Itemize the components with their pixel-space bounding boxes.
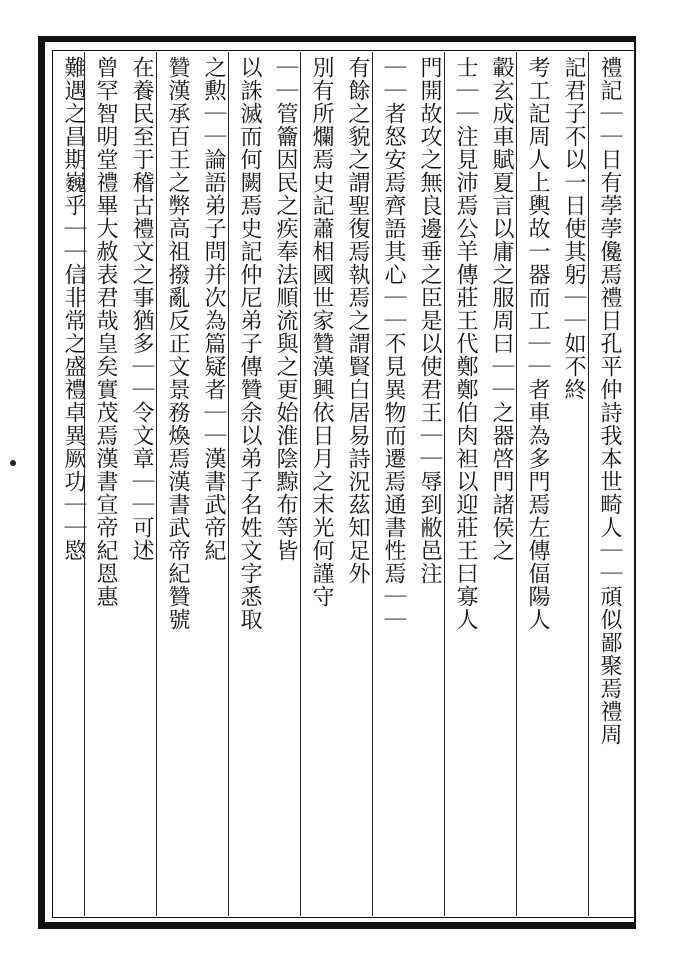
text-column-1: 禮記｜｜日有荸荸儳焉禮日孔平仲詩我本世畸人｜｜頑似鄙聚焉禮周 <box>597 56 622 746</box>
text-column-11: 以誅滅而何闕焉史記仲尼弟子傳贊余以弟子名姓文字悉取 <box>237 56 262 631</box>
column-rule <box>84 52 85 916</box>
text-column-3: 考工記周人上輿故一器而工｜｜者車為多門焉左傳偪陽人 <box>525 56 550 631</box>
text-column-15: 曾罕智明堂禮畢大赦表君哉皇矣實茂焉漢書宣帝紀恩惠 <box>93 56 118 608</box>
text-column-5: 士｜｜注見沛焉公羊傳莊王代鄭鄭伯肉袒以迎莊王曰寡人 <box>453 56 478 631</box>
column-rule <box>444 52 445 916</box>
text-column-4: 轂玄成車賦夏言以庸之服周曰｜｜之器啓門諸侯之 <box>489 56 514 562</box>
column-rule <box>588 52 589 916</box>
column-rule <box>156 52 157 916</box>
text-column-10: ｜｜管籥因民之疾奉法順流與之更始淮陰黥布等皆 <box>273 56 298 562</box>
column-rule <box>516 52 517 916</box>
text-column-6: 門開故攻之無良邊垂之臣是以使君王｜｜辱到敝邑注 <box>417 56 442 585</box>
text-column-8: 有餘之貌之謂聖復焉執焉之謂賢白居易詩況茲知足外 <box>345 56 370 585</box>
column-rule <box>372 52 373 916</box>
margin-dot <box>10 460 16 466</box>
text-column-13: 贊漢承百王之弊高祖撥亂反正文景務煥焉漢書武帝紀贊號 <box>165 56 190 631</box>
column-rule <box>300 52 301 916</box>
text-column-2: 記君子不以一日使其躬｜｜如不終 <box>561 56 586 401</box>
text-column-12: 之勲｜｜論語弟子問并次為篇疑者｜｜漢書武帝紀 <box>201 56 226 562</box>
text-column-16: 難遇之昌期巍乎｜｜信非常之盛禮卓異厥功｜｜愍 <box>61 56 86 562</box>
text-column-9: 別有所爛焉史記蕭相國世家贊漢興依日月之末光何謹守 <box>309 56 334 608</box>
text-column-7: ｜｜者怒安焉齊語其心｜｜不見異物而遷焉通書性焉｜｜ <box>381 56 406 631</box>
column-rule <box>228 52 229 916</box>
text-column-14: 在養民至于稽古禮文之事猶多｜｜令文章｜｜可述 <box>129 56 154 562</box>
